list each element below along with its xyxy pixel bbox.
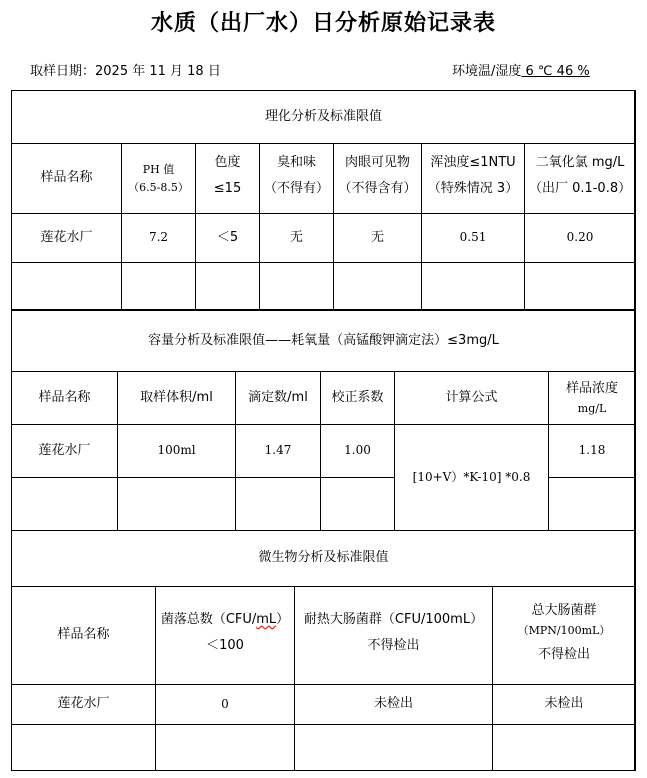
cell-sample-name: 莲花水厂 (12, 685, 156, 725)
env-humidity: 46 % (556, 64, 590, 79)
header-thermotolerant-coliforms: 耐热大肠菌群（CFU/100mL） 不得检出 (295, 587, 493, 685)
header-concentration: 样品浓度 mg/L (549, 372, 636, 425)
cell-titration: 1.47 (236, 425, 321, 478)
cell-sample-volume: 100ml (118, 425, 236, 478)
header-turbidity: 浑浊度≤1NTU （特殊情况 3） (422, 144, 525, 214)
header-correction-factor: 校正系数 (321, 372, 395, 425)
header-sample-volume: 取样体积/ml (118, 372, 236, 425)
volumetric-section (11, 310, 635, 531)
header-titration: 滴定数/ml (236, 372, 321, 425)
section-heading: 容量分析及标准限值——耗氧量（高锰酸钾滴定法）≤3mg/L (12, 311, 636, 372)
header-formula: 计算公式 (395, 372, 549, 425)
physicochemical-section (11, 90, 635, 310)
section-heading: 理化分析及标准限值 (12, 91, 636, 144)
cell-turbidity: 0.51 (422, 214, 525, 263)
cell-chlorine-dioxide: 0.20 (525, 214, 636, 263)
table-row (12, 214, 636, 263)
env-label: 环境温/湿度 (452, 64, 522, 79)
cell-correction-factor: 1.00 (321, 425, 395, 478)
microbiological-table (11, 530, 636, 771)
header-ph: PH 值 （6.5-8.5） (122, 144, 196, 214)
page-title: 水质（出厂水）日分析原始记录表 (150, 11, 496, 36)
physicochemical-table (11, 90, 636, 310)
cell-concentration: 1.18 (549, 425, 636, 478)
cell-sample-name: 莲花水厂 (12, 425, 118, 478)
cell-colony-count: 0 (156, 685, 295, 725)
cell-formula: [10+V）*K-10] *0.8 (395, 425, 549, 531)
cell-ph: 7.2 (122, 214, 196, 263)
cell-thermotolerant-coliforms: 未检出 (295, 685, 493, 725)
header-color: 色度 ≤15 (196, 144, 260, 214)
environment-reading (452, 60, 590, 79)
table-row (12, 685, 636, 725)
cell-color: ＜5 (196, 214, 260, 263)
env-temperature: 6 ℃ (521, 64, 557, 79)
header-chlorine-dioxide: 二氧化氯 mg/L （出厂 0.1-0.8） (525, 144, 636, 214)
table-row-empty (12, 263, 636, 310)
cell-sample-name: 莲花水厂 (12, 214, 122, 263)
header-odor: 臭和味 （不得有） (260, 144, 334, 214)
cell-total-coliforms: 未检出 (493, 685, 636, 725)
header-sample-name: 样品名称 (12, 144, 122, 214)
header-sample-name: 样品名称 (12, 372, 118, 425)
volumetric-table (11, 310, 636, 531)
header-total-coliforms: 总大肠菌群 （MPN/100mL） 不得检出 (493, 587, 636, 685)
section-heading: 微生物分析及标准限值 (12, 531, 636, 587)
header-visible-matter: 肉眼可见物 （不得含有） (334, 144, 422, 214)
cell-visible-matter: 无 (334, 214, 422, 263)
table-row (12, 425, 636, 478)
cell-odor: 无 (260, 214, 334, 263)
microbiological-section (11, 530, 635, 771)
table-row-empty (12, 725, 636, 771)
header-colony-count: 菌落总数（CFU/mL） ＜100 (156, 587, 295, 685)
sample-date: 取样日期：2025 年 11 月 18 日 (30, 64, 221, 79)
header-sample-name: 样品名称 (12, 587, 156, 685)
